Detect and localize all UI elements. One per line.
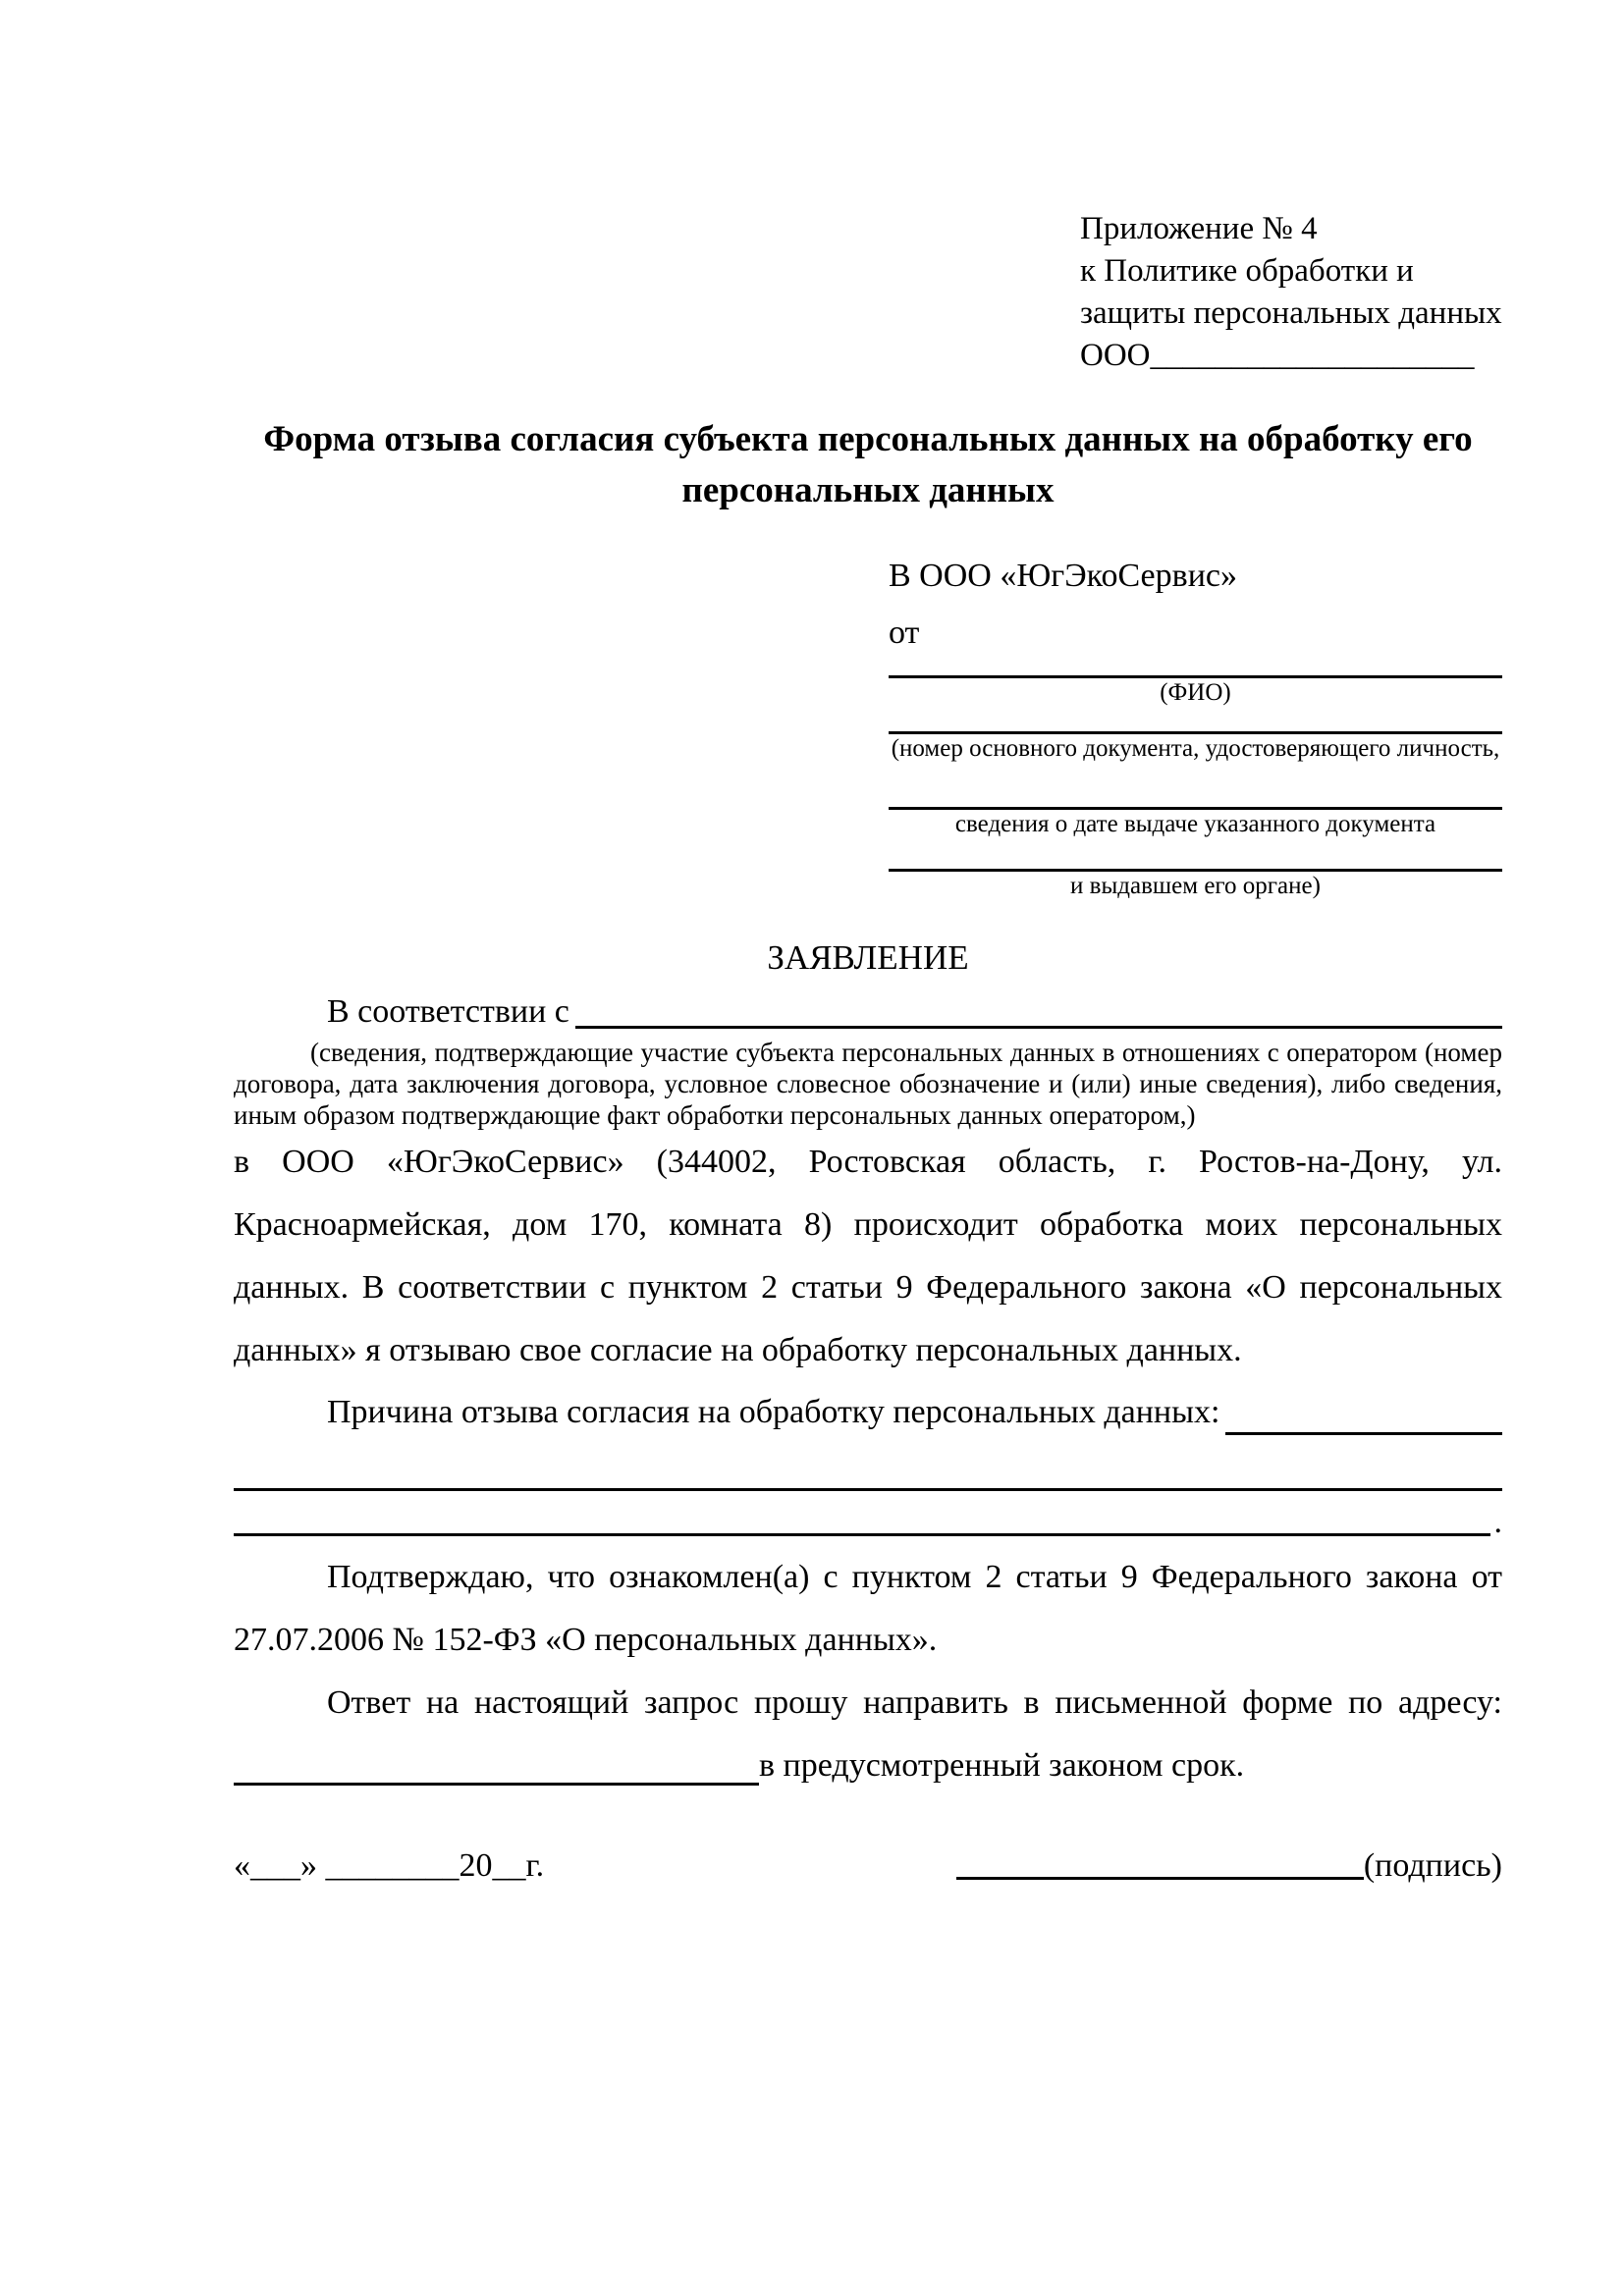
annex-line-1: Приложение № 4 [1080, 211, 1318, 246]
issue-date-blank-line [889, 764, 1502, 810]
document-number-caption: (номер основного документа, удостоверяющего личность, [891, 735, 1500, 762]
statement-heading: ЗАЯВЛЕНИЕ [767, 938, 969, 977]
accordance-footnote: (сведения, подтверждающие участие субъекта персональных данных в отношениях с оператором (номер договора, дата заключения договора, условное словесное обозначение и (или) иные сведения), либо сведения, иным образом подтверждающие факт обработки персональных данных оператором,) [234, 1038, 1502, 1130]
signature-caption: (подпись) [1363, 1847, 1502, 1884]
accordance-line [234, 988, 1502, 1037]
annex-line-2: к Политике обработки и [1080, 253, 1414, 289]
date-blank-field: «___» ________20__г. [234, 1847, 545, 1884]
reason-label: Причина отзыва согласия на обработку персональных данных: [327, 1394, 1220, 1430]
document-number-blank-line [889, 708, 1502, 734]
fio-caption: (ФИО) [1160, 679, 1231, 706]
accordance-blank-line [575, 1026, 1502, 1029]
annex-line-ooo-blank: ООО____________________ [1080, 338, 1475, 373]
accordance-lead: В соответствии с [327, 993, 569, 1030]
document-title: Форма отзыва согласия субъекта персональных данных на обработку его персональных данных [263, 419, 1473, 510]
annex-block [1080, 208, 1502, 377]
signature-blank-line [956, 1877, 1364, 1880]
reason-line [234, 1382, 1502, 1443]
footer-row [234, 1844, 1502, 1888]
recipient-organization: В ООО «ЮгЭкоСервис» [889, 558, 1237, 594]
issuer-caption: и выдавшем его органе) [1070, 873, 1321, 899]
reply-address-row [234, 1735, 1502, 1797]
issuer-blank-line [889, 839, 1502, 872]
reason-blank-line-2 [234, 1443, 1502, 1491]
signature-area [956, 1844, 1502, 1888]
recipient-from-label: от [889, 614, 920, 651]
reason-terminator: . [1493, 1504, 1502, 1540]
address-blank-line [234, 1783, 759, 1786]
reason-blank-line-3-row [234, 1491, 1502, 1542]
issue-date-caption: сведения о дате выдаче указанного документа [954, 811, 1436, 837]
body-paragraph: в ООО «ЮгЭкоСервис» (344002, Ростовская область, г. Ростов-на-Дону, ул. Красноармейская, дом 170, комната 8) происходит обработка моих персональных данных. В соответствии с пунктом 2 статьи 9 Федерального закона «О персональных данных» я отзываю свое согласие на обработку персональных данных. [234, 1144, 1502, 1368]
annex-line-3: защиты персональных данных [1080, 295, 1502, 331]
fio-blank-line [889, 654, 1502, 678]
reason-blank-line-1 [1225, 1432, 1502, 1435]
reply-lead-line: Ответ на настоящий запрос прошу направить в письменной форме по адресу: [327, 1684, 1502, 1721]
recipient-block [889, 556, 1502, 901]
confirmation-paragraph: Подтверждаю, что ознакомлен(а) с пунктом 2 статьи 9 Федерального закона от 27.07.2006 № 152-ФЗ «О персональных данных». [234, 1559, 1502, 1658]
reply-tail: в предусмотренный законом срок. [759, 1747, 1245, 1784]
reason-blank-line-3 [234, 1533, 1490, 1536]
